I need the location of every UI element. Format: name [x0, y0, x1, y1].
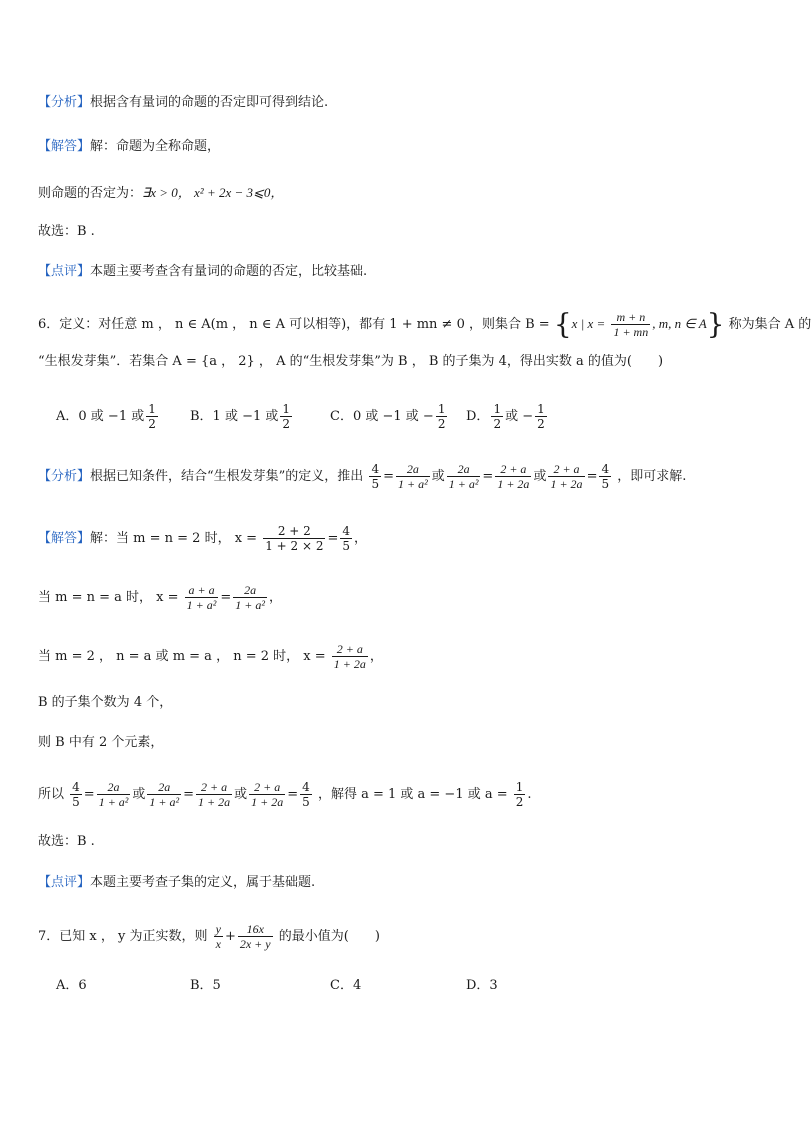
q5-comment: 【点评】本题主要考查含有量词的命题的否定，比较基础. [38, 264, 368, 279]
q6-stem-line2: “生根发芽集”．若集合 A = {a ， 2} ， A 的“生根发芽集”为 B ， B 的子集为 4，得出实数 a 的值为( ) [38, 354, 664, 369]
solution-tag: 【解答】 [38, 531, 91, 546]
solution-tag: 【解答】 [38, 139, 91, 154]
q6-solution-3: 当 m = 2 ， n = a 或 m = a ， n = 2 时， x = $\frac{2 + a}{1 + 2a}$ ， [38, 642, 383, 671]
q7-option-b[interactable]: B．5 [190, 978, 221, 993]
left-brace: { [553, 307, 572, 341]
q5-analysis: 【分析】根据含有量词的命题的否定即可得到结论. [38, 95, 329, 110]
analysis-tag: 【分析】 [38, 95, 91, 110]
q6-solution-6: 所以 $\frac{4}{5}$ = $\frac{2a}{\text{1 + a²}}$ 或 $\frac{2a}{\text{1 + a²}}$ = $\frac{2 + a}{1 + 2a}$ 或 $\frac{2 + a}{1 + 2a}$ = $\frac{4}{5}$ ，解得 a = 1 或 a = −1 或 a = $\frac{1}{2}$ . [38, 780, 532, 809]
q5-solution: 【解答】解：命题为全称命题， [38, 139, 221, 154]
q7-stem: 7．已知 x ， y 为正实数，则 $\frac{y}{x}$ + $\frac{16x}{2x + y}$ 的最小值为( ) [38, 922, 380, 951]
q6-option-c[interactable]: C．0 或 −1 或 − $\frac{1}{2}$ [330, 402, 446, 431]
q7-option-c[interactable]: C．4 [330, 978, 362, 993]
q6-solution-2: 当 m = n = a 时， x = $\frac{a + a}{\text{1 + a²}}$ = $\frac{2a}{\text{1 + a²}}$ ， [38, 583, 282, 612]
q6-solution-4: B 的子集个数为 4 个， [38, 695, 173, 710]
analysis-tag: 【分析】 [38, 469, 91, 484]
q6-option-d[interactable]: D． $\frac{1}{2}$ 或 − $\frac{1}{2}$ [466, 402, 545, 431]
q5-choice: 故选：B . [38, 224, 95, 239]
q7-option-d[interactable]: D．3 [466, 978, 498, 993]
right-brace: } [706, 307, 725, 341]
q6-stem-line1: 6．定义：对任意 m ， n ∈ A(m ， n ∈ A 可以相等)，都有 1 + mn ≠ 0 ，则集合 B = {x | x = $\frac{m + n}{1 + mn}$ , m, n ∈ A} 称为集合 A 的 [38, 307, 811, 341]
q6-option-a[interactable]: A．0 或 −1 或 $\frac{1}{2}$ [56, 402, 156, 431]
q6-solution-1: 【解答】解：当 m = n = 2 时， x = $\frac{2 + 2}{1 + 2 \times 2}$ = $\frac{4}{5}$ ， [38, 524, 368, 553]
q6-choice: 故选：B . [38, 834, 95, 849]
q7-option-a[interactable]: A．6 [56, 978, 87, 993]
q6-comment: 【点评】本题主要考查子集的定义，属于基础题. [38, 875, 316, 890]
q6-solution-5: 则 B 中有 2 个元素， [38, 735, 164, 750]
q6-option-b[interactable]: B．1 或 −1 或 $\frac{1}{2}$ [190, 402, 291, 431]
q5-negation: 则命题的否定为：∃x > 0， x² + 2x − 3⩽0， [38, 185, 284, 201]
q6-analysis: 【分析】根据已知条件，结合“生根发芽集”的定义，推出 $\frac{4}{5}$ = $\frac{2a}{\text{1 + a²}}$ 或 $\frac{2a}{\text{1 + a²}}$ = $\frac{2 + a}{1 + 2a}$ 或 $\frac{2 + a}{1 + 2a}$ = $\frac{4}{5}$ ，即可求解. [38, 462, 687, 491]
set-fraction: $\frac{m + n}{1 + mn}$ [613, 310, 649, 339]
comment-tag: 【点评】 [38, 264, 91, 279]
comment-tag: 【点评】 [38, 875, 91, 890]
